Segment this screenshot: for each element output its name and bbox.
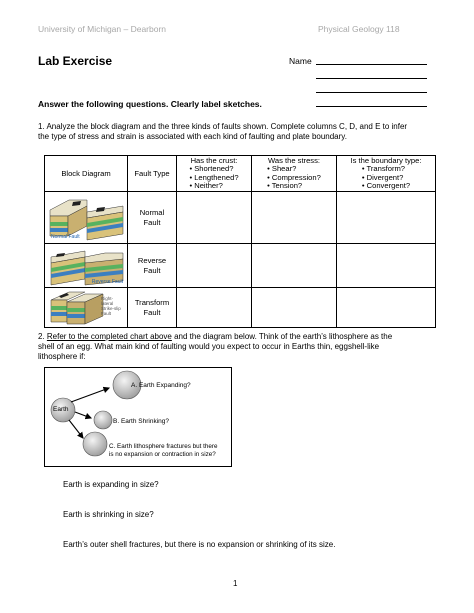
block-diagram-cell: [45, 288, 128, 328]
table-row: [45, 288, 436, 328]
table-header-row: [45, 156, 436, 192]
header-university: University of Michigan – Dearborn: [38, 24, 167, 34]
header-crust: [177, 156, 252, 192]
page-number: 1: [233, 579, 238, 588]
instructions: Answer the following questions. Clearly label sketches.: [38, 99, 262, 109]
crust-answer-cell[interactable]: [177, 244, 252, 288]
question-expanding: Earth is expanding in size?: [63, 480, 159, 489]
reverse-fault-caption: Reverse Fault: [91, 278, 123, 285]
fault-type-normal-line2: Fault: [143, 217, 161, 227]
stress-option: • Compression?: [267, 172, 321, 182]
answer-line-4: [316, 106, 427, 107]
question-1-line-2: the type of stress and strain is associated with each kind of faulting and plate boundary.: [38, 132, 347, 141]
stress-answer-cell[interactable]: [252, 244, 337, 288]
fault-table: [44, 155, 436, 328]
question-2-line-1-rest: and the diagram below. Think of the earth’s lithosphere as the: [171, 332, 393, 341]
crust-option: • Shortened?: [189, 164, 234, 174]
fault-type-cell: [128, 192, 177, 244]
table-row: [45, 244, 436, 288]
question-1-line-1: 1. Analyze the block diagram and the three kinds of faults shown. Complete columns C, D, and E to infer: [38, 122, 408, 131]
normal-fault-caption: Normal Fault: [51, 233, 80, 240]
question-2-line-1: [38, 332, 438, 342]
header-stress-title: Was the stress:: [267, 156, 321, 166]
stress-option: • Shear?: [267, 164, 297, 174]
stress-option: • Tension?: [267, 181, 303, 191]
header-boundary: [337, 156, 436, 192]
crust-answer-cell[interactable]: [177, 288, 252, 328]
fault-type-normal-line1: Normal: [139, 207, 165, 217]
header-course: Physical Geology 118: [318, 24, 400, 34]
earth-label: Earth: [53, 406, 69, 413]
question-2-line-2: shell of an egg. What main kind of faulting would you expect to occur in Earths thin, eggshell-like: [38, 342, 380, 351]
option-c-label: [109, 443, 218, 459]
fault-type-transform-line1: Transform: [134, 297, 170, 307]
boundary-answer-cell[interactable]: [337, 192, 436, 244]
stress-answer-cell[interactable]: [252, 288, 337, 328]
boundary-answer-cell[interactable]: [337, 244, 436, 288]
fractured-earth-sphere: [83, 432, 107, 456]
answer-line-2: [316, 78, 427, 79]
answer-line-3: [316, 92, 427, 93]
header-block-diagram: Block Diagram: [45, 156, 128, 192]
option-b-label: B. Earth Shrinking?: [113, 418, 170, 425]
question-2-number: 2.: [38, 332, 47, 341]
shrunken-earth-sphere: [94, 411, 112, 429]
fault-type-reverse-line1: Reverse: [137, 255, 167, 265]
earth-diagram: [44, 367, 232, 467]
crust-answer-cell[interactable]: [177, 192, 252, 244]
transform-fault-caption: Right-lateral Strike-slip Fault: [101, 295, 121, 316]
block-diagram-cell: [45, 244, 128, 288]
question-2-reference: Refer to the completed chart above: [46, 332, 172, 341]
header-fault-type: Fault Type: [128, 156, 177, 192]
header-boundary-title: Is the boundary type:: [350, 156, 422, 166]
header-stress: [252, 156, 337, 192]
question-fractures: Earth’s outer shell fractures, but there is no expansion or shrinking of its size.: [63, 540, 336, 549]
header-crust-title: Has the crust:: [190, 156, 238, 166]
stress-answer-cell[interactable]: [252, 192, 337, 244]
fault-type-transform-line2: Fault: [143, 307, 161, 317]
table-row: [45, 192, 436, 244]
option-c-line-1: C. Earth lithosphere fractures but there: [109, 443, 218, 450]
question-1: [38, 122, 407, 142]
fault-type-reverse-line2: Fault: [143, 265, 161, 275]
option-a-label: A. Earth Expanding?: [131, 382, 191, 389]
name-line: [316, 64, 427, 65]
question-2: [38, 332, 438, 362]
boundary-option: • Transform?: [361, 164, 406, 174]
boundary-option: • Divergent?: [361, 172, 404, 182]
question-2-line-3: lithosphere if:: [38, 352, 86, 361]
boundary-answer-cell[interactable]: [337, 288, 436, 328]
page-title: Lab Exercise: [38, 54, 113, 68]
option-c-line-2: is no expansion or contraction in size?: [109, 451, 216, 458]
block-diagram-cell: [45, 192, 128, 244]
fault-type-cell: [128, 288, 177, 328]
boundary-option: • Convergent?: [361, 181, 411, 191]
crust-option: • Neither?: [189, 181, 223, 191]
crust-option: • Lengthened?: [189, 172, 239, 182]
name-label: Name: [289, 56, 312, 66]
question-shrinking: Earth is shrinking in size?: [63, 510, 154, 519]
fault-type-cell: [128, 244, 177, 288]
